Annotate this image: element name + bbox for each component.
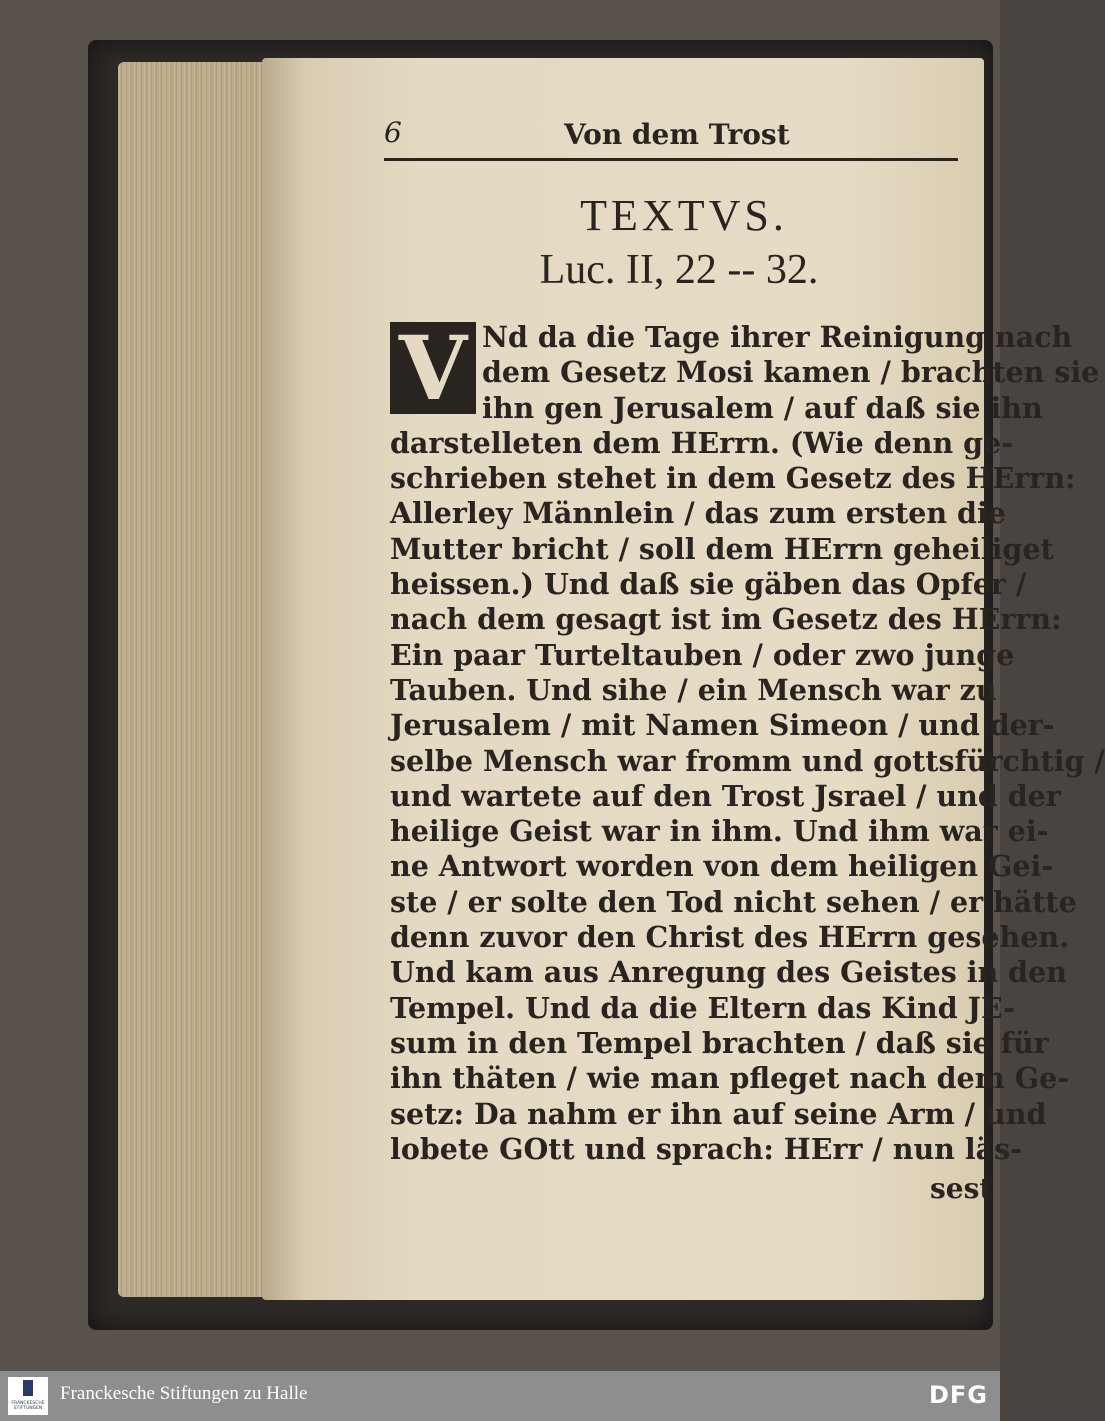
text-line: und wartete auf den Trost Jsrael / und der (390, 778, 1061, 813)
running-head (384, 112, 958, 162)
text-line: dem Gesetz Mosi kamen / brachten sie (482, 355, 1100, 390)
text-line: heilige Geist war in ihm. Und ihm war ei- (390, 814, 1049, 849)
decorated-initial: V (390, 322, 476, 414)
section-title: TEXTVS. (580, 191, 788, 240)
catchword: sest (930, 1172, 993, 1205)
dfg-logo[interactable]: DFG (928, 1381, 988, 1409)
text-line: Ein paar Turteltauben / oder zwo junge (390, 637, 1015, 672)
text-line: heissen.) Und daß sie gäben das Opfer / (390, 567, 1027, 602)
institution-name[interactable]: Franckesche Stiftungen zu Halle (60, 1383, 308, 1404)
text-line: setz: Da nahm er ihn auf seine Arm / und (390, 1096, 1047, 1131)
text-line: Nd da die Tage ihrer Reinigung nach (482, 320, 1073, 354)
scripture-reference: Luc. II, 22 -- 32. (539, 247, 819, 293)
body-text (390, 320, 1105, 1167)
text-line: nach dem gesagt ist im Gesetz des HErrn: (390, 602, 1062, 637)
institution-logo[interactable] (8, 1377, 48, 1415)
text-line: Tempel. Und da die Eltern das Kind JE- (390, 990, 1016, 1025)
text-line: Allerley Männlein / das zum ersten die (390, 496, 1006, 531)
text-line: denn zuvor den Christ des HErrn gesehen. (390, 920, 1070, 955)
text-line: schrieben stehet in dem Gesetz des HErrn: (390, 461, 1076, 496)
running-title: Von dem Trost (564, 118, 790, 151)
logo-text: FRANCKESCHE STIFTUNGEN (11, 1401, 45, 1411)
text-line: Tauben. Und sihe / ein Mensch war zu (390, 672, 997, 707)
viewer-footer (0, 1371, 1000, 1421)
text-line: darstelleten dem HErrn. (Wie denn ge- (390, 425, 1014, 460)
text-line: ne Antwort worden von dem heiligen Gei- (390, 849, 1054, 884)
text-line: Mutter bricht / soll dem HErrn geheiliget (390, 531, 1054, 566)
text-line: sum in den Tempel brachten / daß sie für (390, 1025, 1049, 1060)
text-line: Jerusalem / mit Namen Simeon / und der- (390, 708, 1055, 743)
page-number: 6 (384, 116, 402, 149)
logo-icon (23, 1380, 33, 1396)
text-line: ihn gen Jerusalem / auf daß sie ihn (482, 390, 1043, 425)
text-line: ihn thäten / wie man pfleget nach dem Ge- (390, 1061, 1070, 1096)
head-rule (384, 158, 958, 161)
text-line: Und kam aus Anregung des Geistes in den (390, 955, 1067, 990)
text-line: lobete GOtt und sprach: HErr / nun läs- (390, 1131, 1022, 1166)
text-line: selbe Mensch war fromm und gottsfürchtig / (390, 743, 1105, 778)
text-line: ste / er solte den Tod nicht sehen / er hätte (390, 884, 1077, 919)
